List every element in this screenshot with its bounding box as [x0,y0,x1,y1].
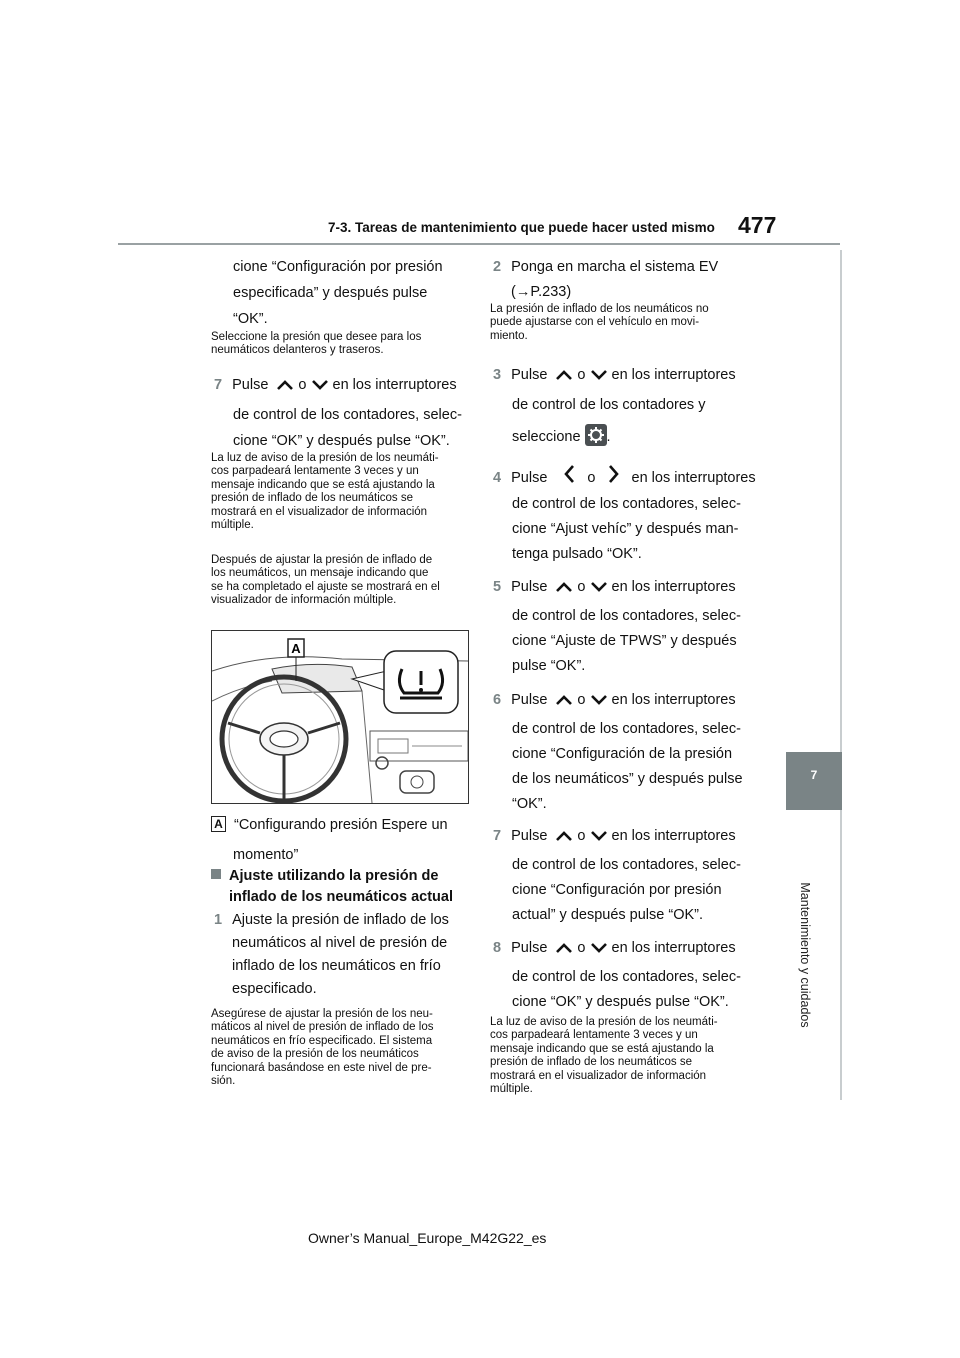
chevron-down-icon [311,376,329,400]
footer-manual-id: Owner’s Manual_Europe_M42G22_es [308,1230,547,1246]
step6-continuation: cione “Configuración por presión especificada” y después pulse “OK”. [233,259,443,327]
right-step-8: 8 Pulse o en los interruptores de control de los contadores, selec- cione “OK” y después pulse “OK”. [493,940,741,1010]
callout-letter-a: A [291,641,301,656]
right-step-5: 5 Pulse o en los interruptores de control de los contadores, selec- cione “Ajuste de TPWS” y después pulse “OK”. [493,579,741,674]
chevron-up-icon [555,366,573,390]
chevron-down-icon [590,578,608,602]
right-step-7: 7 Pulse o en los interruptores de control de los contadores, selec- cione “Configuración por presión actual” y después pulse “OK”. [493,828,741,923]
section-title: 7-3. Tareas de mantenimiento que puede hacer usted mismo [328,220,715,235]
note-warning-light-right: La luz de aviso de la presión de los neumáti- cos parpadeará lentamente 3 veces y un mensaje indicando que se está ajustando la presión de inflado de los neumáticos se mostrará en el visualizador de información múltiple. [490,1016,718,1096]
left-step-7: 7 Pulse o en los interruptores de control de los contadores, selec- cione “OK” y después pulse “OK”. [214,377,462,449]
right-step-6: 6 Pulse o en los interruptores de control de los contadores, selec- cione “Configuración de la presión de los neumáticos” y después pulse “OK”. [493,692,743,812]
chevron-up-icon [555,691,573,715]
note-cold-pressure: Asegúrese de ajustar la presión de los neu- máticos al nivel de presión de inflado de los neumáticos en frío especificado. El sistema de aviso de la presión de los neumáticos funcionará basándose en este nivel de pre- sión. [211,1008,434,1088]
gear-icon [585,424,607,446]
dashboard-drawing [212,631,468,803]
subheading: Ajuste utilizando la presión de inflado de los neumáticos actual [211,866,453,908]
chevron-down-icon [590,939,608,963]
chevron-down-icon [590,691,608,715]
square-bullet-icon [211,869,221,879]
header-rule [118,243,840,245]
right-step-2: 2 Ponga en marcha el sistema EV (→P.233) [493,259,719,300]
note-while-moving: La presión de inflado de los neumáticos no puede ajustarse con el vehículo en movi- miento. [490,303,709,342]
caption-a: A “Configurando presión Espere un momento” [211,814,448,868]
callout-letter-a-label: A [211,816,226,832]
note-warning-light: La luz de aviso de la presión de los neumáti- cos parpadeará lentamente 3 veces y un mensaje indicando que se está ajustando la presión de inflado de los neumáticos se mostrará en el visualizador de información múltiple. [211,452,439,532]
dashboard-illustration [211,630,469,804]
right-step-3: 3 Pulse o en los interruptores de control de los contadores y seleccione . [493,367,736,445]
chevron-up-icon [555,827,573,851]
chevron-left-icon [563,464,575,493]
chapter-title: Mantenimiento y cuidados [798,882,812,1028]
page-number: 477 [738,212,777,238]
chevron-right-icon [608,464,620,493]
chevron-down-icon [590,366,608,390]
chevron-up-icon [276,376,294,400]
side-tab-line [840,250,842,1100]
chevron-down-icon [590,827,608,851]
chevron-up-icon [555,939,573,963]
chapter-number-tab: 7 [786,752,842,810]
left-step-1: 1 Ajuste la presión de inflado de los neumáticos al nivel de presión de inflado de los neumáticos en frío especificado. [214,912,449,997]
note-adjust-complete: Después de ajustar la presión de inflado de los neumáticos, un mensaje indicando que se ha completado el ajuste se mostrará en el visualizador de información múltiple. [211,554,440,607]
note-pressure-select: Seleccione la presión que desee para los neumáticos delanteros y traseros. [211,331,422,357]
right-step-4: 4 Pulse o en los interruptores de control de los contadores, selec- cione “Ajust vehíc” y después man- tenga pulsado “OK”. [493,464,756,567]
chevron-up-icon [555,578,573,602]
